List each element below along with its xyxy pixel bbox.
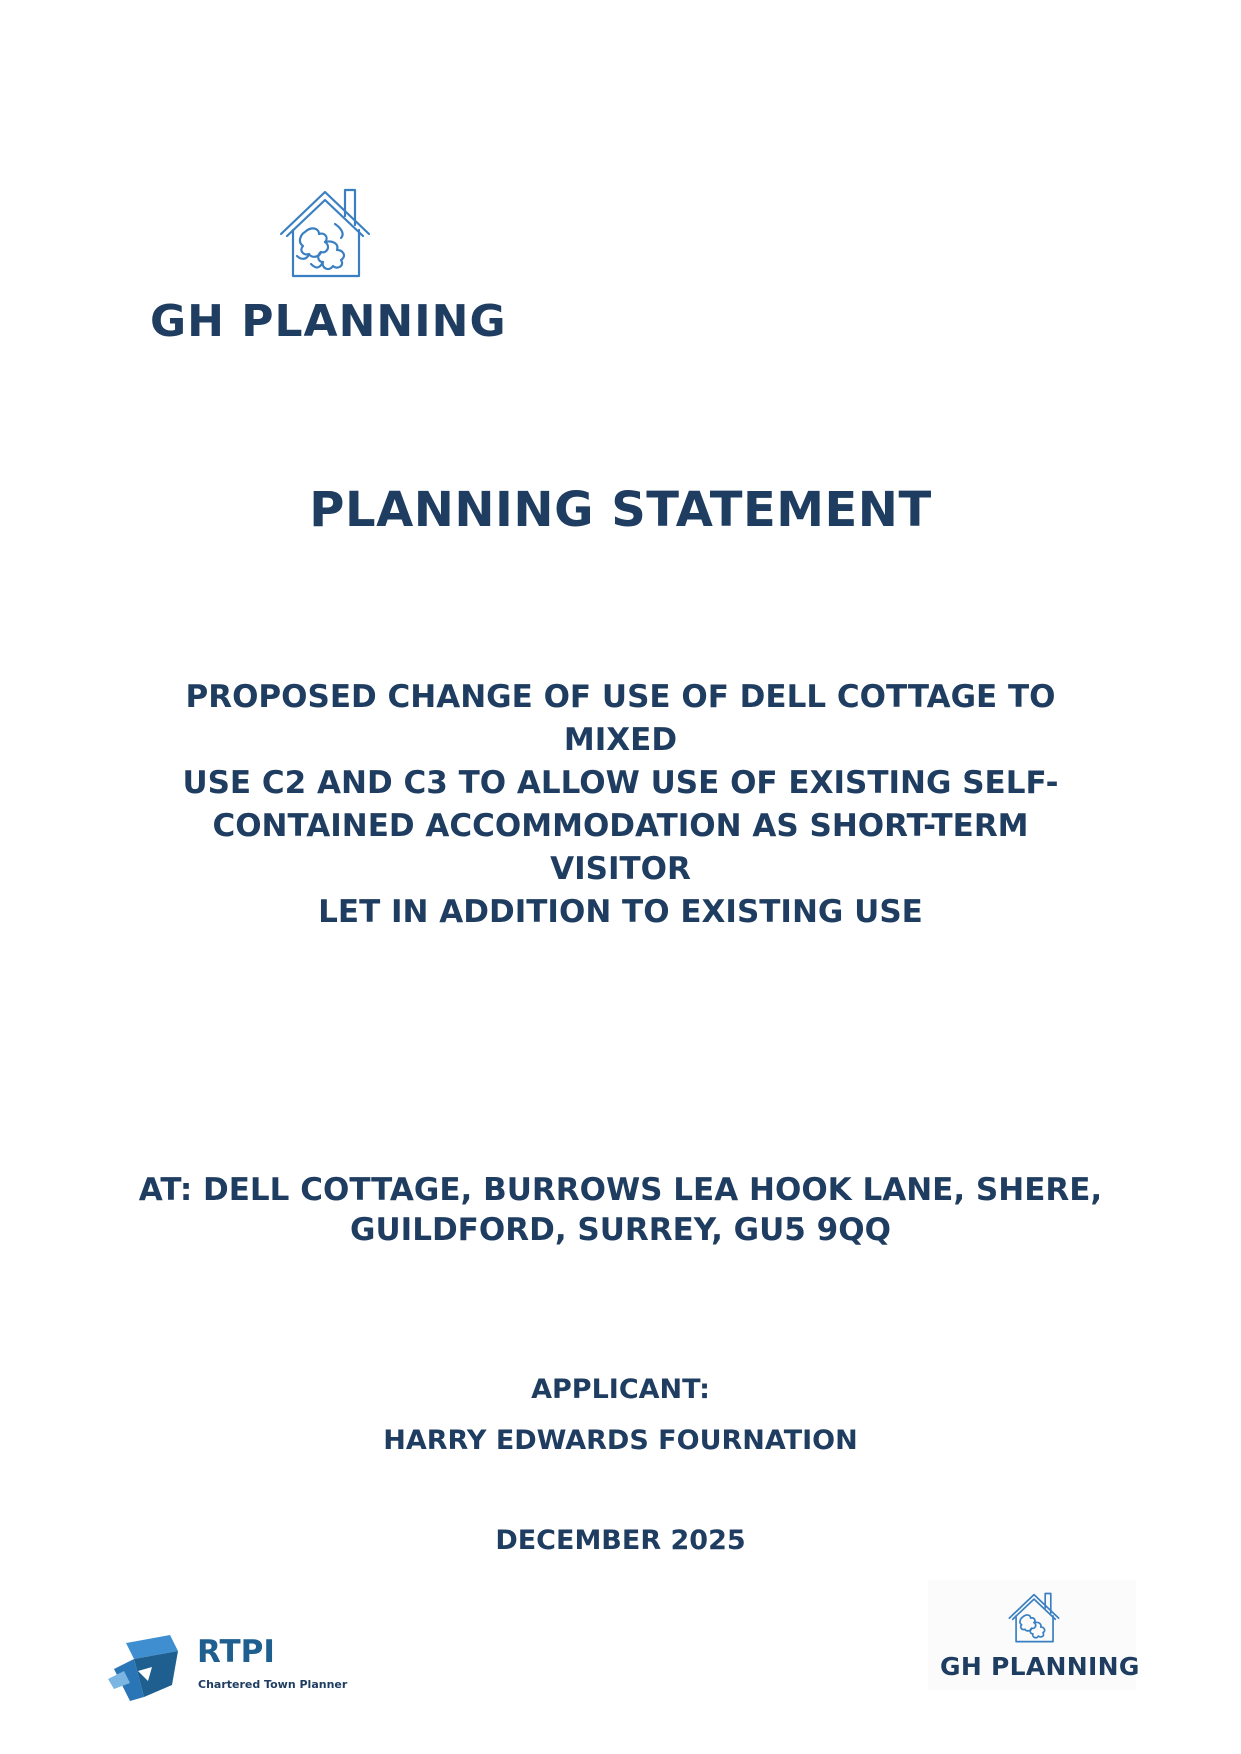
rtpi-subtitle: Chartered Town Planner: [198, 1678, 348, 1691]
proposal-line: PROPOSED CHANGE OF USE OF DELL COTTAGE TO MIXED: [185, 679, 1056, 758]
company-logo-text: GH PLANNING: [150, 296, 507, 347]
proposal-description: [145, 676, 1096, 934]
house-puzzle-icon: [1006, 1590, 1062, 1644]
address-line: AT: DELL COTTAGE, BURROWS LEA HOOK LANE, SHERE,: [138, 1172, 1103, 1208]
rtpi-logo-icon: [108, 1631, 184, 1703]
proposal-line: LET IN ADDITION TO EXISTING USE: [318, 894, 923, 930]
site-address: [120, 1170, 1121, 1250]
address-line: GUILDFORD, SURREY, GU5 9QQ: [350, 1212, 891, 1248]
applicant-label: APPLICANT:: [531, 1374, 710, 1405]
proposal-line: CONTAINED ACCOMMODATION AS SHORT-TERM VISITOR: [212, 808, 1029, 887]
house-puzzle-icon: [275, 184, 375, 280]
footer-logo-text: GH PLANNING: [940, 1652, 1140, 1681]
rtpi-title: RTPI: [197, 1634, 275, 1670]
document-title: PLANNING STATEMENT: [309, 482, 932, 538]
applicant-name: HARRY EDWARDS FOURNATION: [383, 1425, 858, 1456]
document-date: DECEMBER 2025: [495, 1525, 746, 1556]
proposal-line: USE C2 AND C3 TO ALLOW USE OF EXISTING SELF-: [182, 765, 1059, 801]
